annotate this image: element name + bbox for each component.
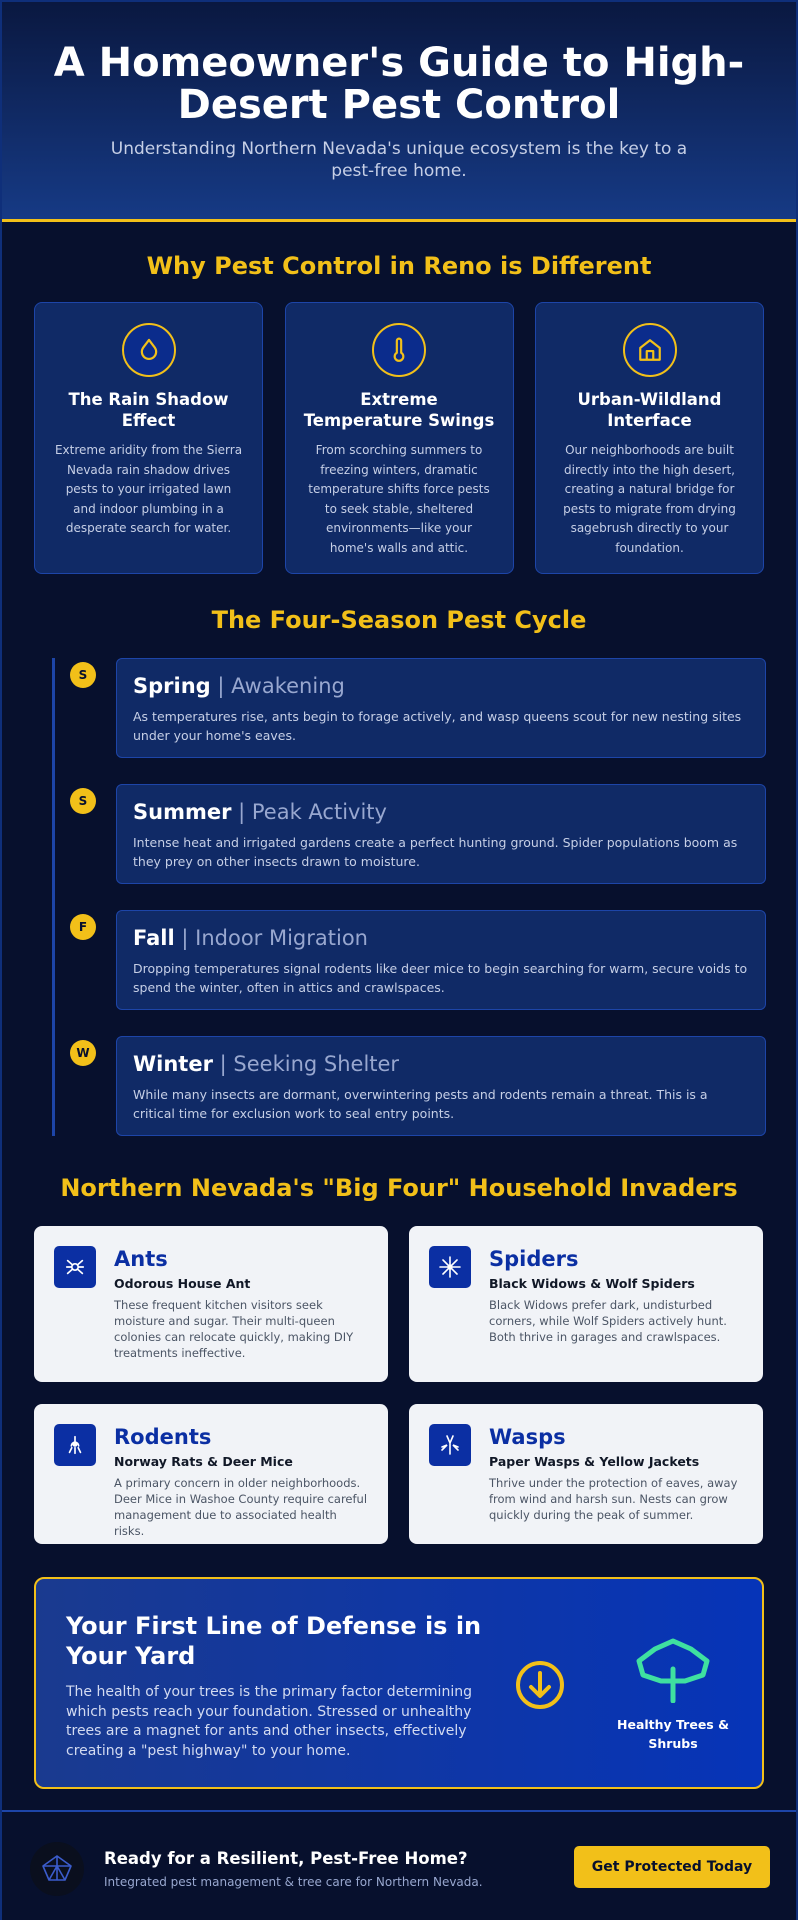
pest-name: Rodents [114,1425,212,1449]
footer [2,1810,796,1920]
season-winter [50,1036,766,1136]
season-separator: | [219,1052,227,1076]
invaders-section [2,1174,796,1544]
pest-text: Black Widows prefer dark, undisturbed corners, while Wolf Spiders actively hunt. Both thrive in garages and crawlspaces. [489,1298,727,1344]
wasp-icon [429,1424,471,1466]
why-card-text: Our neighborhoods are built directly into the high desert, creating a natural bridge for pests to migrate from drying sagebrush directly to your foundation. [563,443,736,555]
season-marker: W [70,1040,96,1066]
pest-card-wasps [409,1404,763,1544]
season-card [116,658,766,758]
tree-label: Healthy Trees & Shrubs [617,1717,729,1751]
season-name: Winter [133,1052,213,1076]
why-card-wildland [535,302,764,574]
pest-text: These frequent kitchen visitors seek moisture and sugar. Their multi-queen colonies can relocate quickly, making DIY treatments ineffective. [114,1298,354,1360]
season-text: Intense heat and irrigated gardens create a perfect hunting ground. Spider populations boom as they prey on other insects drawn to moisture. [133,835,738,869]
ant-icon [54,1246,96,1288]
season-marker: S [70,662,96,688]
invaders-title: Northern Nevada's "Big Four" Household Invaders [60,1174,738,1202]
why-card-text: Extreme aridity from the Sierra Nevada rain shadow drives pests to your irrigated lawn and indoor plumbing in a desperate search for water. [54,443,243,535]
get-protected-button[interactable]: Get Protected Today [574,1846,770,1888]
pest-text: Thrive under the protection of eaves, away from wind and harsh sun. Nests can grow quickly during the peak of summer. [489,1476,738,1522]
seasons-title: The Four-Season Pest Cycle [211,606,587,634]
season-text: As temperatures rise, ants begin to forage actively, and wasp queens scout for new nesting sites under your home's eaves. [133,709,742,743]
season-subtitle: Awakening [231,674,345,698]
page-title: A Homeowner's Guide to High-Desert Pest Control [53,40,745,128]
season-subtitle: Peak Activity [251,800,387,824]
yard-callout [34,1577,764,1789]
season-separator: | [217,674,225,698]
pest-name: Wasps [489,1425,566,1449]
arrow-down-circle-icon [514,1659,566,1715]
pest-card-ants [34,1226,388,1382]
yard-title: Your First Line of Defense is in Your Yard [66,1612,482,1670]
thermometer-icon [372,323,426,377]
season-timeline [50,658,766,1136]
season-text: Dropping temperatures signal rodents like deer mice to begin searching for warm, secure voids to spend the winter, often in attics and crawlspaces. [133,961,748,995]
pest-species: Odorous House Ant [114,1276,251,1291]
yard-text: The health of your trees is the primary factor determining which pests reach your foundation. Stressed or unhealthy trees are a magnet for ants and other insects, effectively creating a "pest highway" to your home. [66,1684,472,1759]
why-section [2,222,796,574]
season-marker: F [70,914,96,940]
why-card-title: The Rain Shadow Effect [68,390,229,430]
season-subtitle: Indoor Migration [195,926,368,950]
pest-species: Paper Wasps & Yellow Jackets [489,1454,700,1469]
season-summer [50,784,766,884]
season-fall [50,910,766,1010]
season-subtitle: Seeking Shelter [233,1052,400,1076]
season-name: Fall [133,926,175,950]
pest-name: Ants [114,1247,168,1271]
tree-icon [631,1637,715,1703]
season-card [116,910,766,1010]
season-name: Spring [133,674,211,698]
droplet-icon [122,323,176,377]
pest-card-spiders [409,1226,763,1382]
spider-icon [429,1246,471,1288]
page-subtitle: Understanding Northern Nevada's unique ecosystem is the key to a pest-free home. [110,139,688,181]
company-logo [30,1842,84,1896]
season-name: Summer [133,800,232,824]
why-card-title: Extreme Temperature Swings [303,390,495,430]
why-card-rain-shadow [34,302,263,574]
rodent-icon [54,1424,96,1466]
season-text: While many insects are dormant, overwintering pests and rodents remain a threat. This is a critical time for exclusion work to seal entry points. [133,1087,708,1121]
why-title: Why Pest Control in Reno is Different [146,252,652,280]
season-card [116,784,766,884]
why-card-text: From scorching summers to freezing winters, dramatic temperature shifts force pests to seek stable, sheltered environments—like your home's walls and attic. [308,443,490,555]
season-separator: | [181,926,189,950]
pest-species: Norway Rats & Deer Mice [114,1454,293,1469]
footer-title: Ready for a Resilient, Pest-Free Home? [104,1849,468,1868]
healthy-tree-graphic [608,1637,738,1753]
season-spring [50,658,766,758]
home-icon [623,323,677,377]
footer-subtitle: Integrated pest management & tree care for Northern Nevada. [104,1875,483,1889]
pest-name: Spiders [489,1247,579,1271]
why-card-title: Urban-Wildland Interface [577,390,722,430]
season-separator: | [238,800,246,824]
season-marker: S [70,788,96,814]
pest-card-rodents [34,1404,388,1544]
hero-header [2,2,796,222]
seasons-section [2,606,796,1136]
pest-species: Black Widows & Wolf Spiders [489,1276,695,1291]
season-card [116,1036,766,1136]
pest-text: A primary concern in older neighborhoods. Deer Mice in Washoe County require careful management due to associated health risks. [114,1476,368,1538]
why-card-temperature [285,302,514,574]
